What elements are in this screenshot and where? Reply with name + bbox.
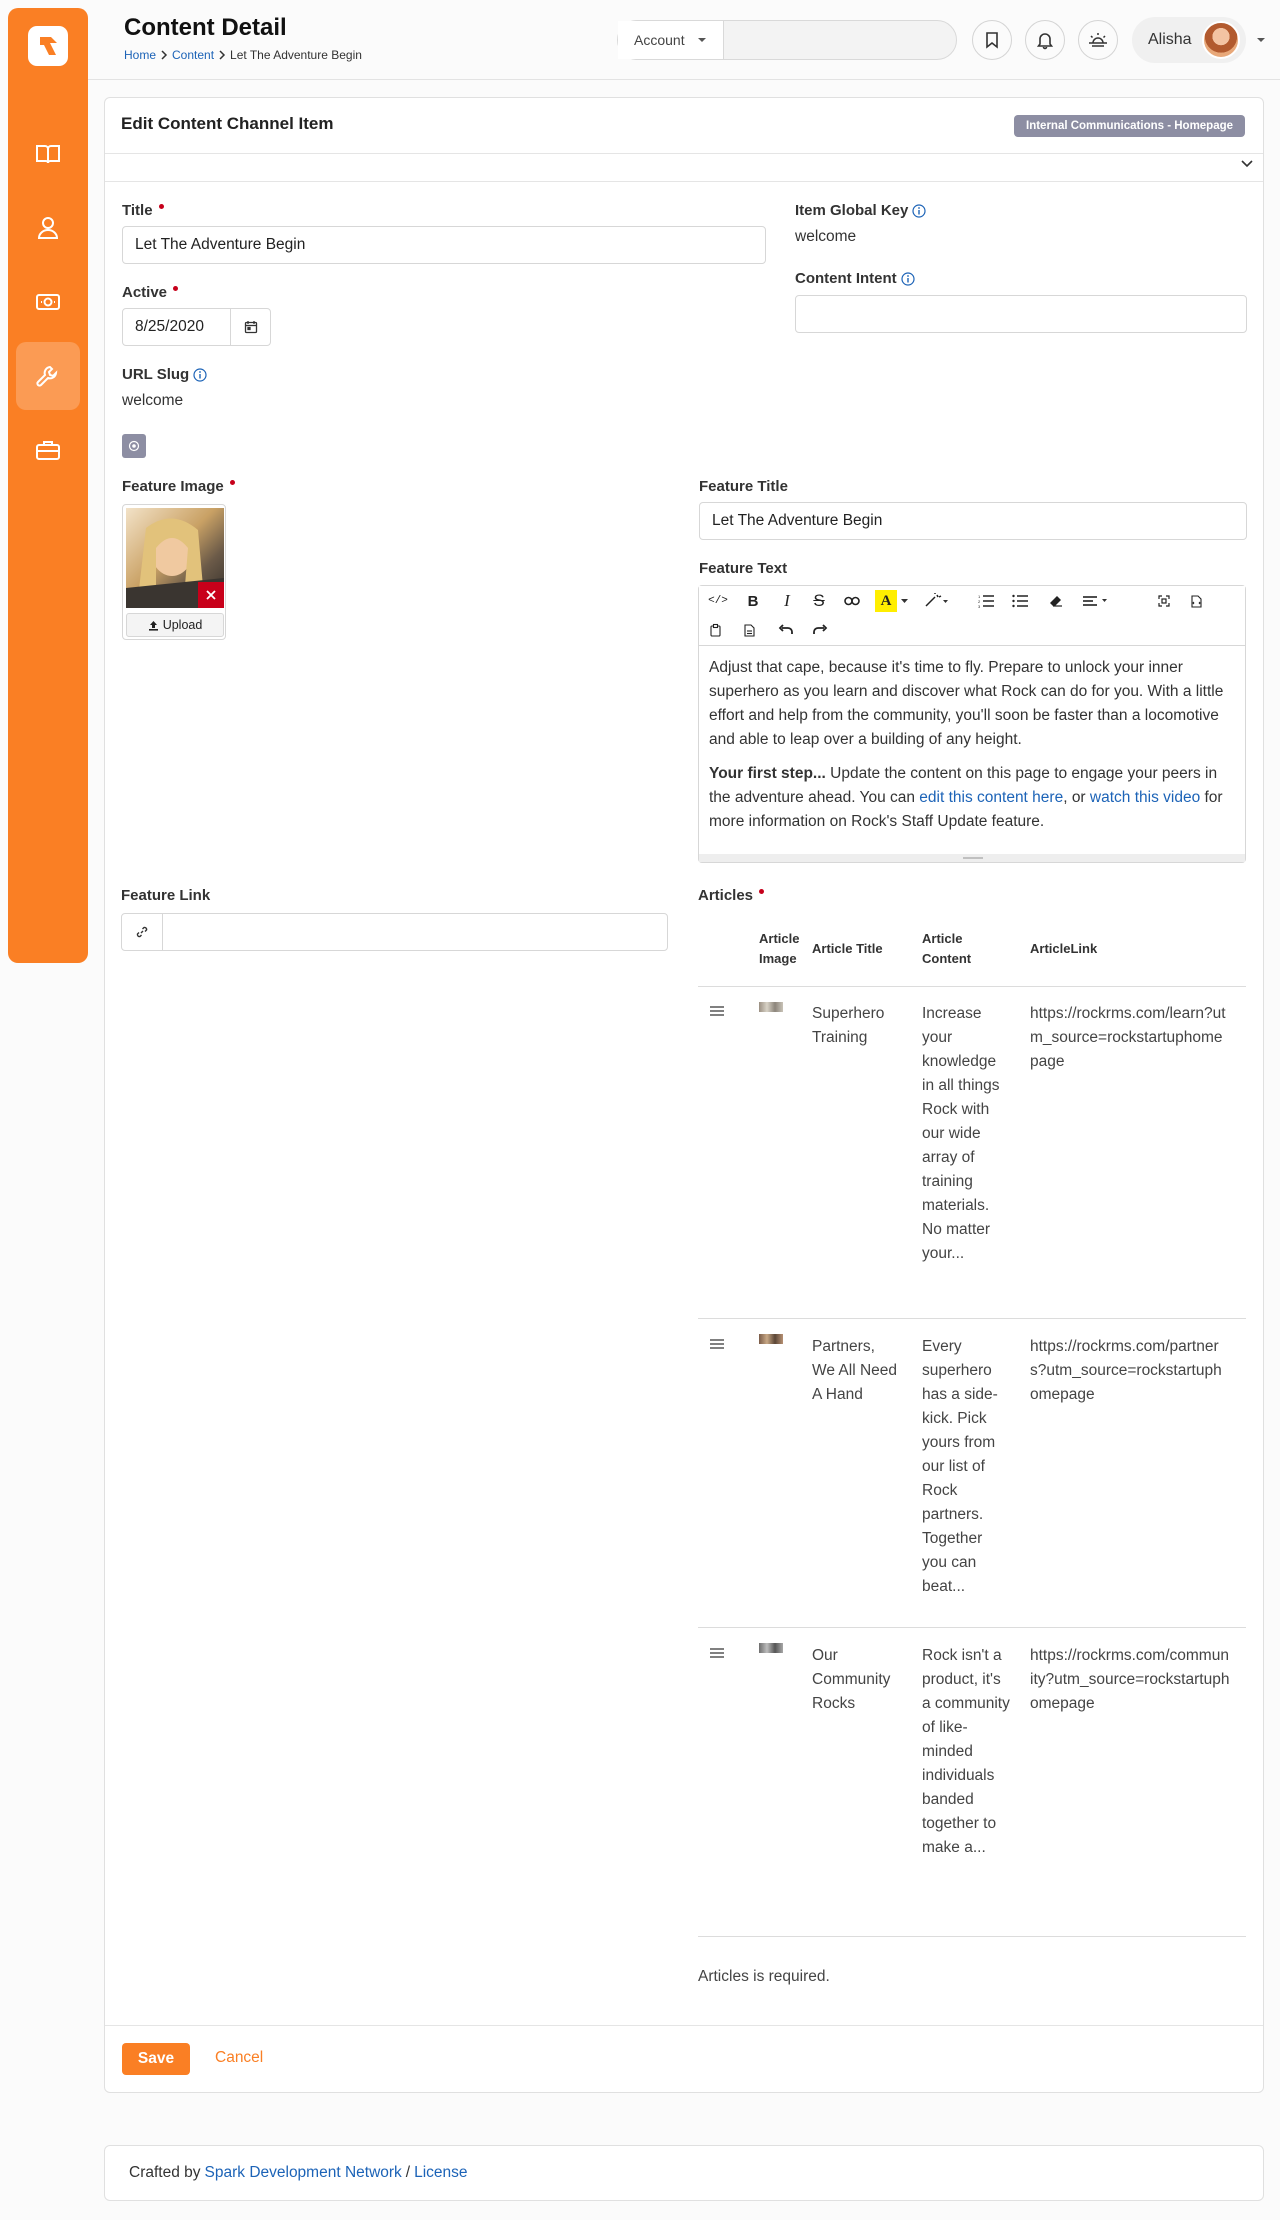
active-label-text: Active [122,284,168,301]
articles-label [698,887,764,904]
user-menu[interactable] [1132,17,1246,63]
feature-text-label: Feature Text [699,560,788,577]
breadcrumb-home[interactable]: Home [124,48,157,62]
footer [104,2145,1264,2201]
user-name: Alisha [1148,31,1192,48]
sidebar-item-finance[interactable] [16,268,80,336]
caret-down-icon [697,37,707,43]
divider [105,153,1263,154]
wrench-icon [35,363,61,389]
align-icon[interactable] [1079,590,1113,612]
feature-text-editor[interactable] [698,585,1246,863]
card-title: Edit Content Channel Item [121,114,334,133]
highlight-icon[interactable]: A [875,590,897,612]
feature-image-thumbnail [126,508,224,608]
save-button[interactable]: Save [122,2043,190,2075]
notifications-button[interactable] [1025,20,1065,60]
table-divider [698,1627,1246,1628]
search-scope-select[interactable] [618,21,724,59]
editor-resize-handle[interactable] [699,854,1245,862]
article-content: Increase your knowledge in all things Rock with our wide array of training materials. No matter your... [922,1005,1000,1262]
edit-content-link[interactable]: edit this content here [919,789,1064,806]
drag-handle-icon[interactable] [710,1339,724,1349]
url-slug-label [122,366,207,383]
active-label [122,284,178,301]
feature-text-span: for more information on Rock's Staff Update feature. [709,789,1223,830]
feature-link-label: Feature Link [121,887,211,904]
sidebar-item-book[interactable] [16,120,80,188]
articles-table [698,920,1246,1940]
link-icon[interactable] [841,590,863,612]
undo-icon[interactable] [775,619,797,641]
editor-content[interactable] [709,656,1237,844]
article-thumbnail [759,1643,783,1653]
item-global-key-label-text: Item Global Key [795,202,909,219]
search-input[interactable] [724,21,956,59]
table-divider [698,1936,1246,1937]
target-icon [128,440,140,452]
item-global-key-value: welcome [795,228,857,245]
footer-license-link[interactable]: License [414,2164,468,2181]
upload-icon [148,620,159,631]
column-header-article-link: ArticleLink [1030,941,1098,956]
briefcase-icon [35,439,61,461]
article-title: Our Community Rocks [812,1647,891,1712]
required-indicator [759,889,764,894]
watch-video-link[interactable]: watch this video [1089,789,1201,806]
required-indicator [230,480,235,485]
drag-handle-icon[interactable] [710,1006,724,1016]
column-header-article-title: Article Title [812,941,883,956]
feature-image-label-text: Feature Image [122,478,224,495]
content-intent-label-text: Content Intent [795,270,897,287]
column-header-article-content: Article Content [922,931,972,966]
upload-label: Upload [162,618,203,632]
cancel-button[interactable]: Cancel [215,2049,264,2066]
content-intent-label [795,270,915,287]
footer-org-link[interactable]: Spark Development Network [204,2164,402,2181]
source-file-icon[interactable] [1185,590,1207,612]
strikethrough-icon[interactable]: S [813,591,825,610]
channel-badge: Internal Communications - Homepage [1014,115,1245,137]
article-link: https://rockrms.com/learn?utm_source=rockstartuphomepage [1030,1005,1226,1070]
italic-icon[interactable]: I [784,591,790,610]
title-input[interactable]: Let The Adventure Begin [122,226,766,264]
drag-handle-icon[interactable] [710,1648,724,1658]
theme-toggle-button[interactable] [1078,20,1118,60]
breadcrumb-current: Let The Adventure Begin [230,48,362,62]
feature-text-span: Update the content on this page to engage your peers in the adventure ahead. You can [709,765,1218,806]
svg-text:2: 2 [978,599,981,604]
unordered-list-icon[interactable] [1009,590,1031,612]
sidebar-item-people[interactable] [16,194,80,262]
info-icon[interactable] [901,272,915,286]
editor-toolbar [699,586,1245,646]
caret-down-icon[interactable] [899,590,909,612]
feature-image-label [122,478,235,495]
title-label [122,202,164,219]
articles-required-message: Articles is required. [698,1968,830,1985]
article-title: Superhero Training [812,1005,885,1046]
sidebar [8,8,88,963]
title-label-text: Title [122,202,153,219]
sidebar-item-tools[interactable] [16,342,80,410]
ordered-list-icon[interactable] [975,590,997,612]
active-date-value: 8/25/2020 [135,318,204,335]
avatar [1202,21,1240,59]
page-title: Content Detail [124,14,287,41]
eraser-icon[interactable] [1045,590,1067,612]
first-step-bold: Your first step... [709,765,826,782]
feature-image-uploader [122,504,226,640]
sun-horizon-icon [1088,31,1108,49]
item-global-key-label [795,202,926,219]
link-addon [122,914,163,950]
feature-text-span: , or [1063,789,1090,806]
content-intent-input[interactable] [795,295,1247,333]
bold-icon[interactable]: B [747,592,759,610]
code-view-icon[interactable]: </> [708,595,728,607]
url-slug-label-text: URL Slug [122,366,190,383]
column-header-article-image: Article Image [759,931,800,966]
magic-wand-icon[interactable] [921,590,951,612]
footer-separator: / [405,2164,411,2181]
upload-button[interactable] [126,613,224,637]
info-icon[interactable] [912,204,926,218]
articles-label-text: Articles [698,887,754,904]
info-icon[interactable] [193,368,207,382]
article-content: Rock isn't a product, it's a community of like-minded individuals banded together to make a... [922,1647,1010,1856]
divider [105,2025,1263,2026]
breadcrumb-content[interactable]: Content [172,48,215,62]
close-icon [206,590,216,600]
article-content: Every superhero has a side-kick. Pick yours from our list of Rock partners. Together you can beat... [922,1338,998,1595]
active-date-input[interactable] [122,308,271,346]
rock-logo[interactable] [28,26,68,66]
bell-icon [1037,31,1053,49]
search-bar [617,20,957,60]
article-link: https://rockrms.com/partners?utm_source=rockstartuphomepage [1030,1338,1222,1403]
article-link: https://rockrms.com/community?utm_source=rockstartuphomepage [1030,1647,1230,1712]
date-picker-button[interactable] [230,309,270,345]
svg-text:3: 3 [978,604,981,609]
table-divider [698,1318,1246,1319]
divider [105,181,1263,182]
slug-settings-button[interactable] [122,434,146,458]
top-bar [88,0,1280,80]
table-divider [698,986,1246,987]
chevron-right-icon [160,50,168,60]
article-thumbnail [759,1334,783,1344]
document-icon[interactable] [739,619,759,641]
bookmark-button[interactable] [972,20,1012,60]
required-indicator [159,204,164,209]
caret-down-icon[interactable] [1256,37,1266,43]
redo-icon[interactable] [809,619,831,641]
fullscreen-icon[interactable] [1153,590,1175,612]
book-icon [35,143,61,165]
paste-icon[interactable] [705,619,725,641]
article-thumbnail [759,1002,783,1012]
sidebar-item-admin[interactable] [16,416,80,484]
remove-image-button[interactable] [198,582,224,608]
search-scope-label: Account [634,32,685,48]
person-icon [37,216,59,240]
feature-text-paragraph-1: Adjust that cape, because it's time to fly. Prepare to unlock your inner superhero as you learn and discover what Rock can do for you. With a little effort and help from the community, you'll soon be faster than a locomotive and able to leap over a building of any height. [709,659,1224,748]
svg-text:1: 1 [978,594,981,599]
bookmark-icon [985,31,999,49]
feature-title-input[interactable]: Let The Adventure Begin [699,502,1247,540]
calendar-icon [244,320,258,334]
feature-link-input[interactable] [121,913,668,951]
link-icon [136,926,148,938]
article-title: Partners, We All Need A Hand [812,1338,898,1403]
feature-title-label: Feature Title [699,478,788,495]
breadcrumb [124,48,362,62]
url-slug-value: welcome [122,392,184,409]
required-indicator [173,286,178,291]
money-icon [35,292,61,312]
feature-text-paragraph-2 [709,762,1237,834]
chevron-right-icon [218,50,226,60]
footer-crafted-by: Crafted by [129,2164,201,2181]
chevron-down-icon[interactable] [1241,160,1253,168]
